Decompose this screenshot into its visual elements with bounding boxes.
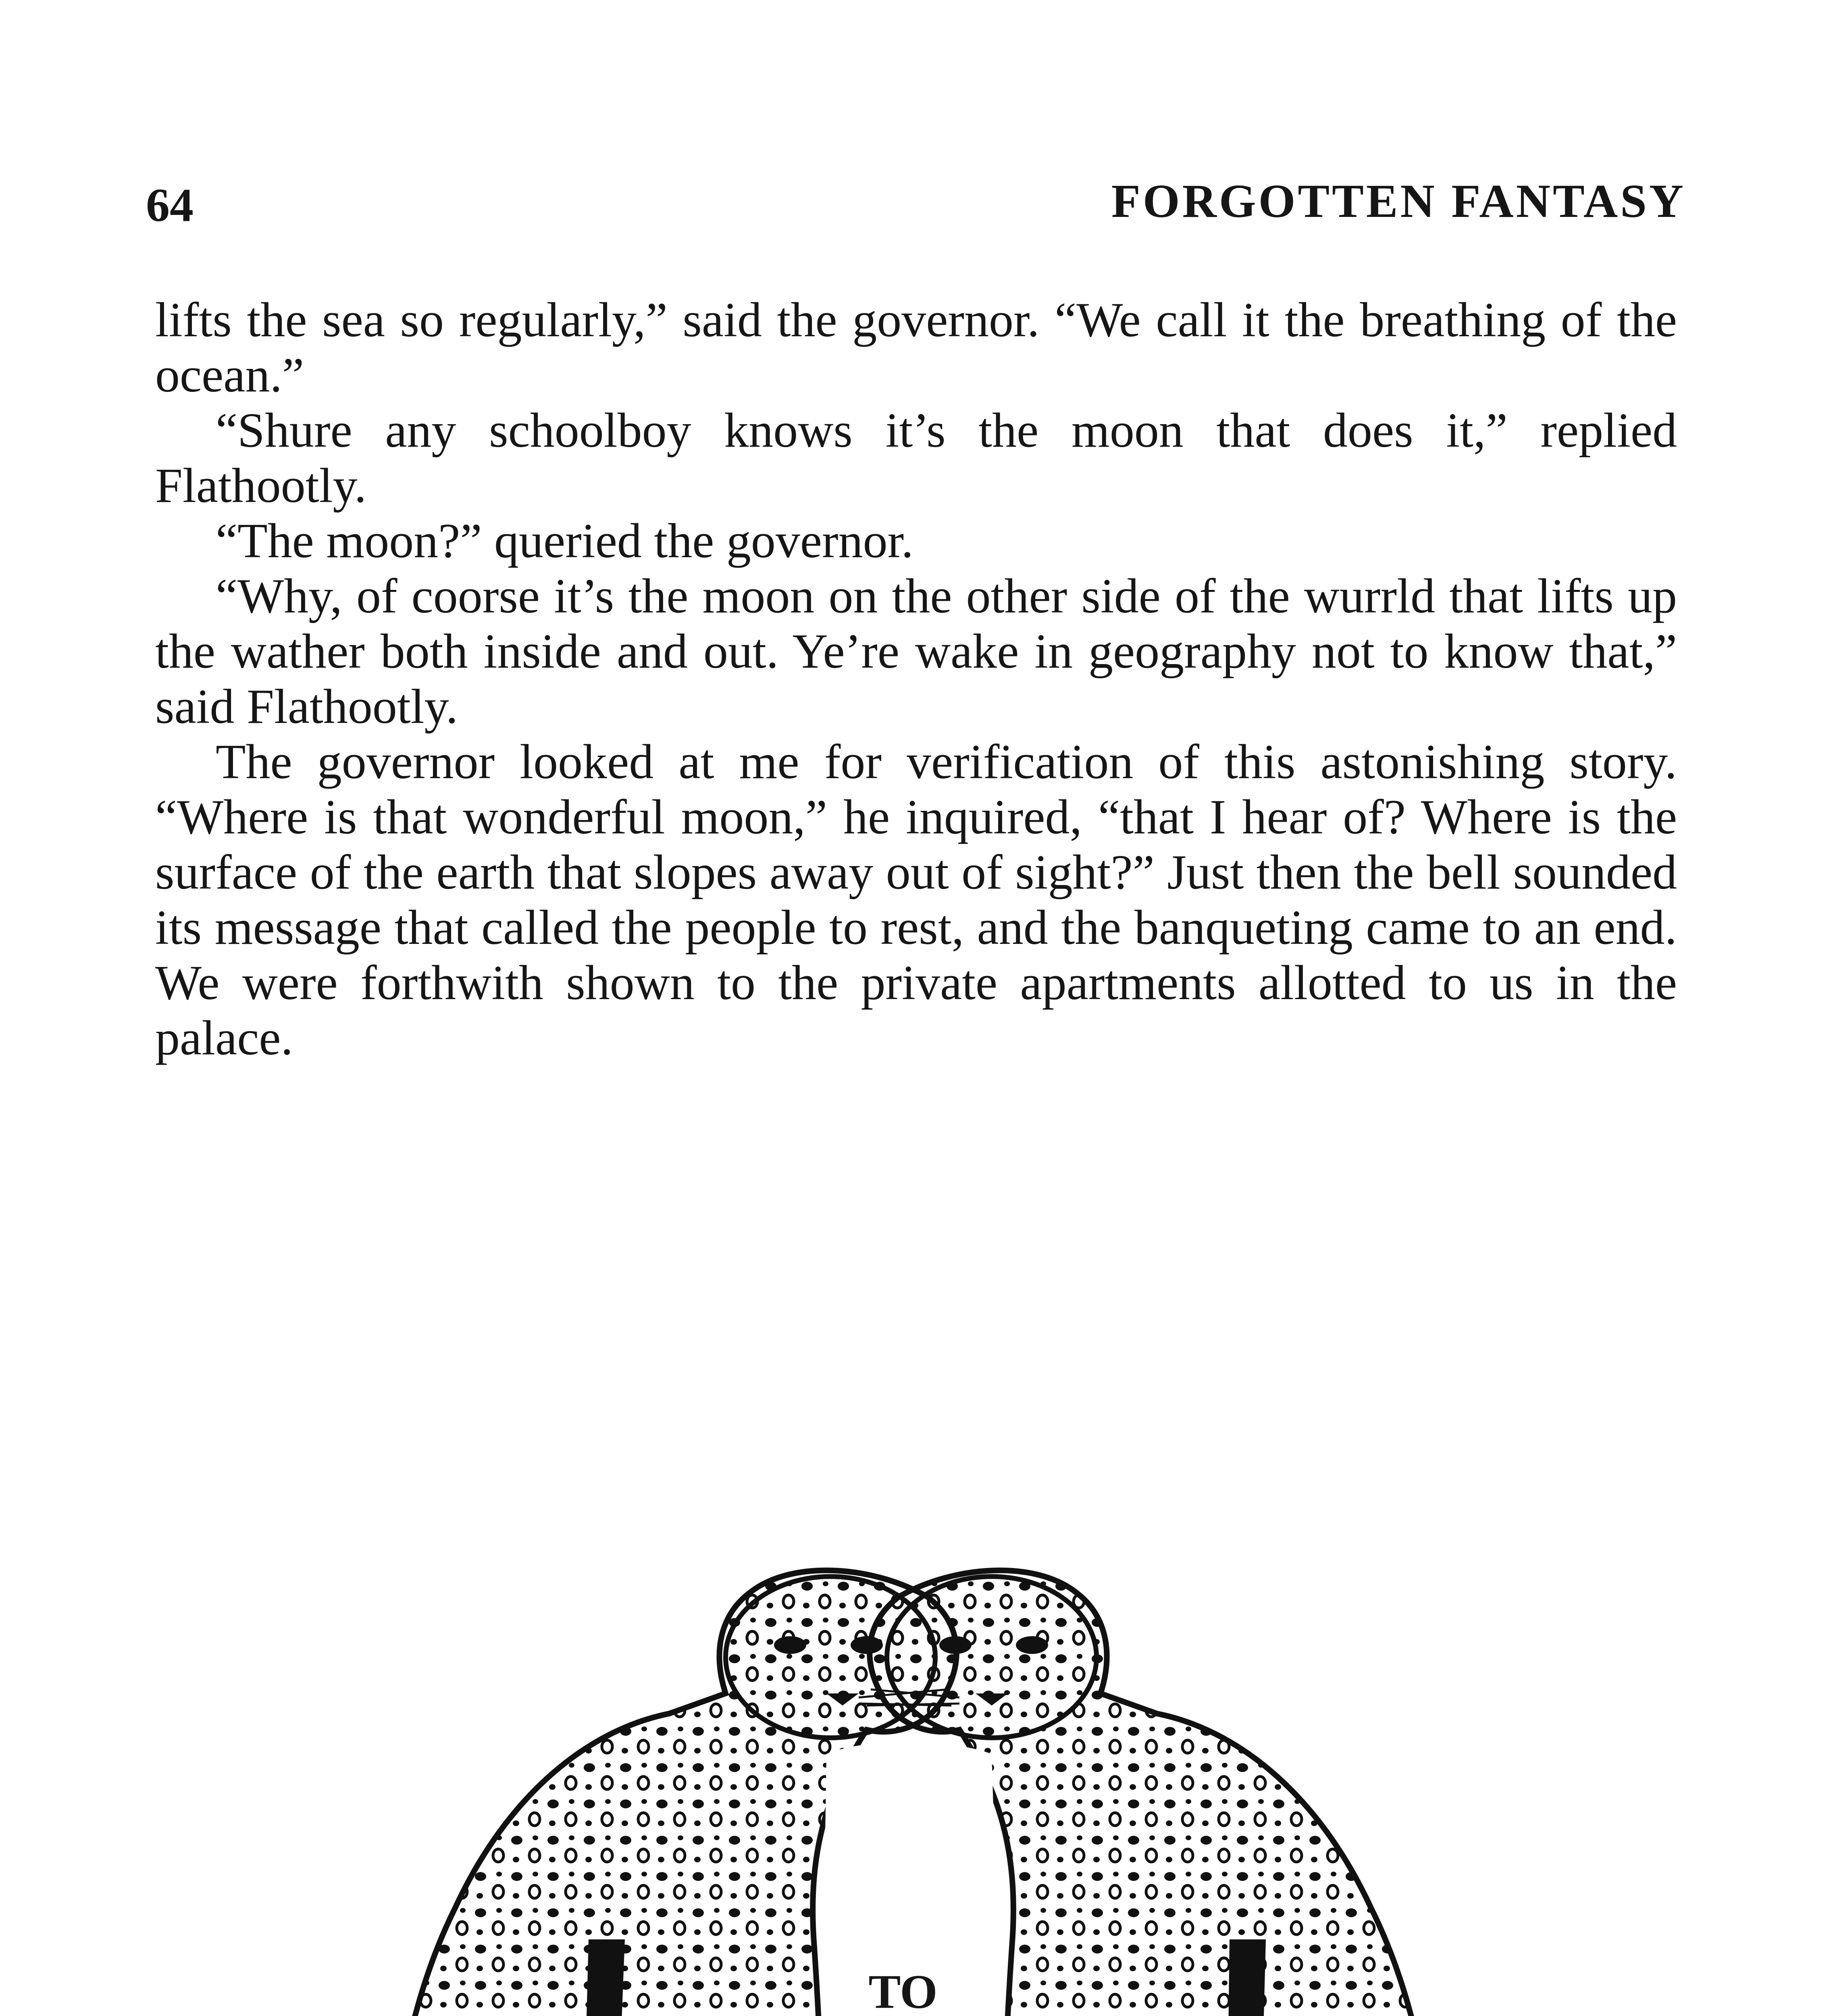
- paragraph: “The moon?” queried the governor.: [216, 514, 914, 568]
- leopards-illustration: [363, 1504, 1451, 2016]
- paragraph: The governor looked at me for verification of this astonishing story. “Where is that wonderful moon,” he inquired, “that I hear of? Where is the surface of the earth that slopes away out of sight?” Just then the bell sounded its message that called the people to rest, and the banqueting came to an end. We were forthwith shown to the private apartments allotted to us in the palace.: [155, 735, 1677, 1065]
- page-number: 64: [146, 179, 194, 231]
- running-head: FORGOTTEN FANTASY: [1111, 175, 1686, 227]
- to-be-continued-line-1: TO: [868, 1965, 938, 2016]
- right-leopard-head: [887, 1577, 1097, 1738]
- body-text: [155, 292, 1677, 1066]
- paragraph: “Why, of coorse it’s the moon on the other side of the wurrld that lifts up the wather both inside and out. Ye’re wake in geography not to know that,” said Flathootly.: [155, 569, 1677, 734]
- leopards-drawing: [363, 1504, 1451, 2016]
- paragraph: lifts the sea so regularly,” said the governor. “We call it the breathing of the ocean.”: [155, 293, 1677, 402]
- paragraph: “Shure any schoolboy knows it’s the moon that does it,” replied Flathootly.: [155, 403, 1677, 513]
